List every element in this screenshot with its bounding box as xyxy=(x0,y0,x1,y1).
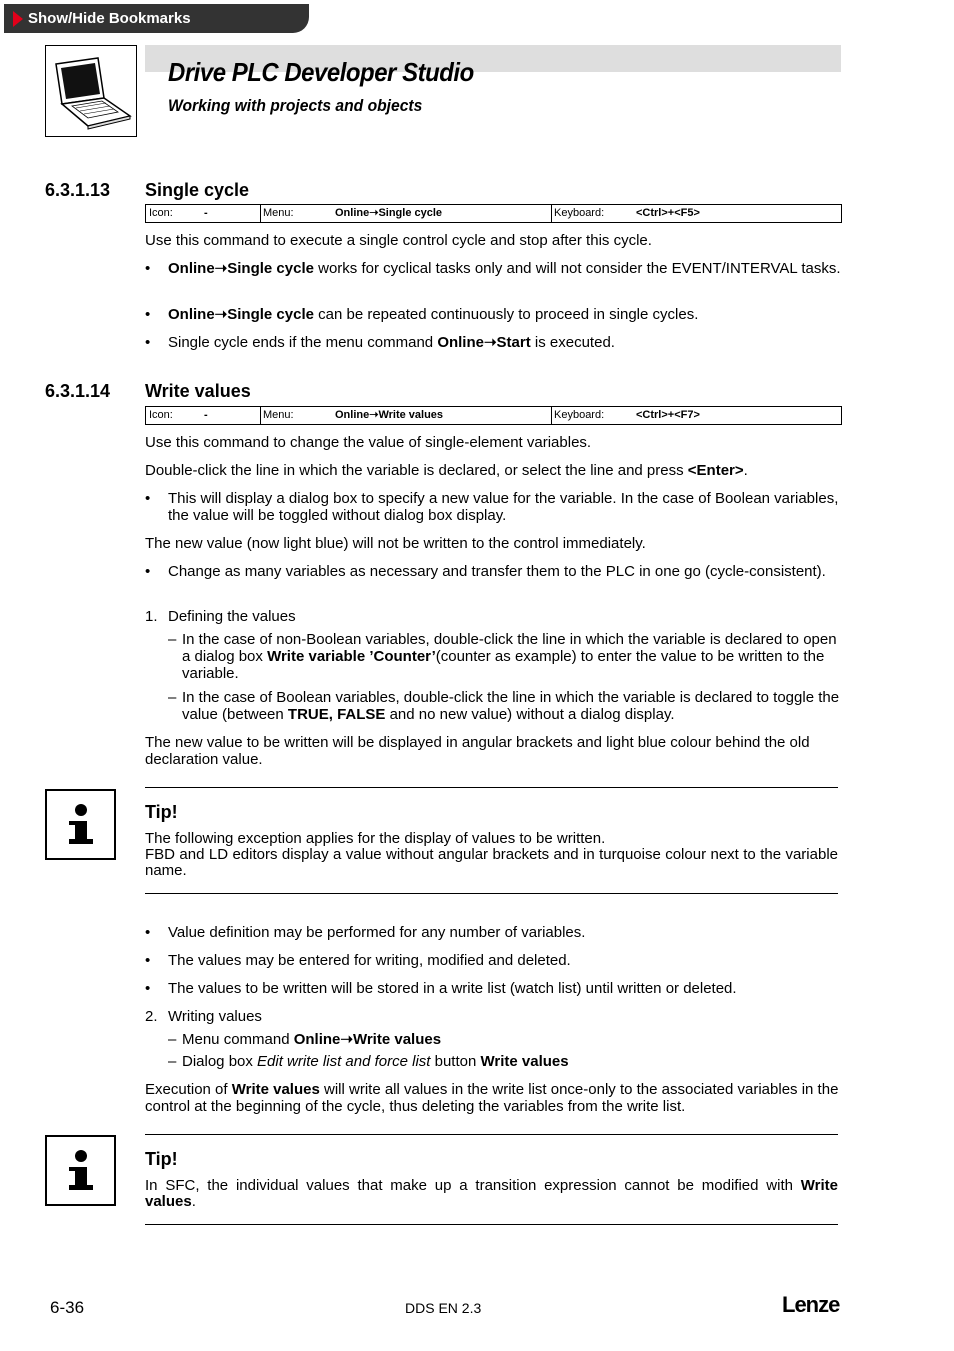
divider xyxy=(145,893,838,894)
paragraph: The new value to be written will be displayed in angular brackets and light blue colour behind the old declaration value. xyxy=(145,734,810,768)
list-number: 1. xyxy=(145,608,158,625)
laptop-icon xyxy=(45,45,137,137)
keyboard-value: <Ctrl>+<F5> xyxy=(636,207,700,219)
list-item: Online➝Single cycle can be repeated continuously to proceed in single cycles. xyxy=(168,306,699,323)
command-table-write-values xyxy=(145,406,842,425)
sub-item: Menu command Online➝Write values xyxy=(182,1031,442,1048)
info-icon xyxy=(45,1135,116,1206)
menu-label: Menu: xyxy=(263,207,294,219)
numbered-item: Writing values xyxy=(168,1008,262,1025)
icon-value: - xyxy=(204,409,208,421)
paragraph: Use this command to change the value of single-element variables. xyxy=(145,434,592,451)
keyboard-label: Keyboard: xyxy=(554,409,605,421)
sub-item: Dialog box Edit write list and force list button Write values xyxy=(182,1053,569,1070)
menu-value: Online➝Write values xyxy=(335,409,444,421)
list-item: The values to be written will be stored in a write list (watch list) until written or deleted. xyxy=(168,980,737,997)
menu-label: Menu: xyxy=(263,409,294,421)
icon-value: - xyxy=(204,207,208,219)
icon-label: Icon: xyxy=(149,409,173,421)
tip-text: In SFC, the individual values that make up a transition expression cannot be modified with Write values. xyxy=(145,1177,838,1210)
tip-title: Tip! xyxy=(145,802,178,822)
section-number-single-cycle: 6.3.1.13 xyxy=(45,180,111,200)
sub-item: In the case of non-Boolean variables, double-click the line in which the variable is declared to open a dialog box Write variable ’Counter’(counter as example) to enter the value to be written to the variable. xyxy=(182,631,837,682)
divider xyxy=(145,787,838,788)
page-number: 6-36 xyxy=(50,1298,85,1317)
info-icon xyxy=(45,789,116,860)
list-item: The values may be entered for writing, modified and deleted. xyxy=(168,952,571,969)
keyboard-value: <Ctrl>+<F7> xyxy=(636,409,700,421)
list-number: 2. xyxy=(145,1008,158,1025)
list-item: Single cycle ends if the menu command Online➝Start is executed. xyxy=(168,334,615,351)
list-item: Change as many variables as necessary and transfer them to the PLC in one go (cycle-consistent). xyxy=(168,563,826,580)
show-hide-bookmarks-button[interactable] xyxy=(4,4,309,33)
paragraph: Double-click the line in which the variable is declared, or select the line and press <Enter>. xyxy=(145,462,748,479)
tip-title: Tip! xyxy=(145,1149,178,1169)
icon-label: Icon: xyxy=(149,207,173,219)
document-subtitle: Working with projects and objects xyxy=(168,96,423,115)
list-item: This will display a dialog box to specify a new value for the variable. In the case of Boolean variables, the value will be toggled without dialog box display. xyxy=(168,490,839,524)
document-title: Drive PLC Developer Studio xyxy=(168,57,474,87)
numbered-item: Defining the values xyxy=(168,608,296,625)
bookmarks-label: Show/Hide Bookmarks xyxy=(28,10,191,27)
sub-item: In the case of Boolean variables, double-click the line in which the variable is declared to toggle the value (between TRUE, FALSE and no new value) without a dialog display. xyxy=(182,689,840,723)
list-item: Online➝Single cycle works for cyclical tasks only and will not consider the EVENT/INTERVAL tasks. xyxy=(168,260,841,277)
paragraph: Use this command to execute a single control cycle and stop after this cycle. xyxy=(145,232,652,249)
keyboard-label: Keyboard: xyxy=(554,207,605,219)
list-item: Value definition may be performed for any number of variables. xyxy=(168,924,586,941)
menu-value: Online➝Single cycle xyxy=(335,207,443,219)
section-title-write-values: Write values xyxy=(145,381,251,401)
section-title-single-cycle: Single cycle xyxy=(145,180,250,200)
paragraph: The new value (now light blue) will not be written to the control immediately. xyxy=(145,535,646,552)
command-table-single-cycle xyxy=(145,204,842,223)
lenze-logo: Lenze xyxy=(782,1292,840,1317)
divider xyxy=(145,1134,838,1135)
paragraph: Execution of Write values will write all values in the write list once-only to the associated variables in the control at the beginning of the cycle, thus deleting the variables from the write list. xyxy=(145,1081,839,1115)
document-code: DDS EN 2.3 xyxy=(405,1300,482,1316)
tip-text: The following exception applies for the display of values to be written. FBD and LD editors display a value without angular brackets and in turquoise colour next to the variable name. xyxy=(145,830,838,879)
triangle-right-icon xyxy=(13,11,23,27)
divider xyxy=(145,1224,838,1225)
section-number-write-values: 6.3.1.14 xyxy=(45,381,111,401)
